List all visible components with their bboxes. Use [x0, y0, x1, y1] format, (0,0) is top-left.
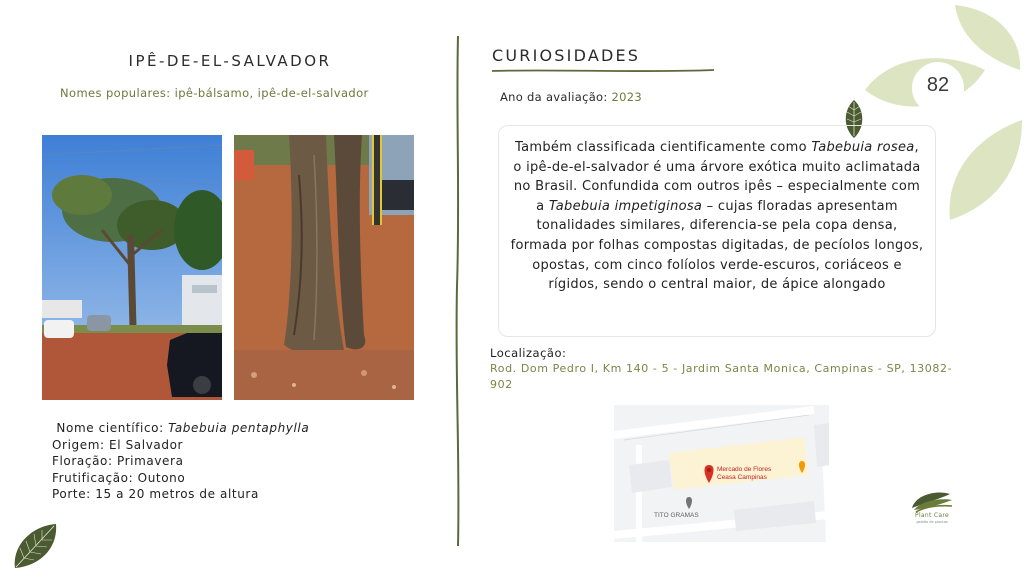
map-place-label: Mercado de Flores Ceasa Campinas	[717, 466, 772, 481]
trunk-photo	[234, 135, 414, 400]
flowering: Floração: Primavera	[52, 454, 184, 468]
location-map[interactable]	[614, 405, 829, 542]
tree-photo	[42, 135, 222, 400]
popular-names: Nomes populares: ipê-bálsamo, ipê-de-el-salvador	[60, 86, 369, 100]
page-number: 82	[926, 74, 950, 96]
size: Porte: 15 a 20 metros de altura	[52, 487, 259, 501]
logo-tagline: gestão de plantas	[916, 520, 948, 524]
fruiting: Frutificação: Outono	[52, 470, 186, 485]
description-box: Também classificada cientificamente como Tabebuia rosea, o ipê-de-el-salvador é uma árvore exótica muito aclimatada no Brasil. Confundida com outros ipês – especialmente com a Tabebuia impetiginosa – cujas floradas apresentam tonalidades similares, diferencia-se pela copa densa, formada por folhas compostas digitadas, de pecíolos longos, opostas, com cinco folíolos verde-escuros, coriáceos e rígidos, sendo o central maior, de ápice alongado	[498, 125, 936, 337]
evaluation-year: Ano da avaliação: 2023	[500, 90, 642, 104]
scientific-name-value: Tabebuia pentaphylla	[168, 421, 310, 435]
scientific-name: Nome científico: Tabebuia pentaphylla	[56, 421, 310, 435]
logo-name: Plant Care	[915, 512, 949, 519]
species-title: IPÊ-DE-EL-SALVADOR	[128, 52, 332, 70]
location-label: Localização:	[490, 346, 567, 360]
curiosities-title: CURIOSIDADES	[492, 46, 641, 65]
column-divider	[453, 36, 463, 546]
decorative-leaf-icon	[10, 522, 60, 570]
origin: Origem: El Salvador	[52, 437, 184, 452]
species-facts	[52, 420, 372, 503]
map-poi-label: TITO GRAMAS	[654, 512, 699, 519]
location-address: Rod. Dom Pedro I, Km 140 - 5 - Jardim Santa Monica, Campinas - SP, 13082-902	[490, 362, 953, 391]
title-underline	[492, 68, 714, 74]
